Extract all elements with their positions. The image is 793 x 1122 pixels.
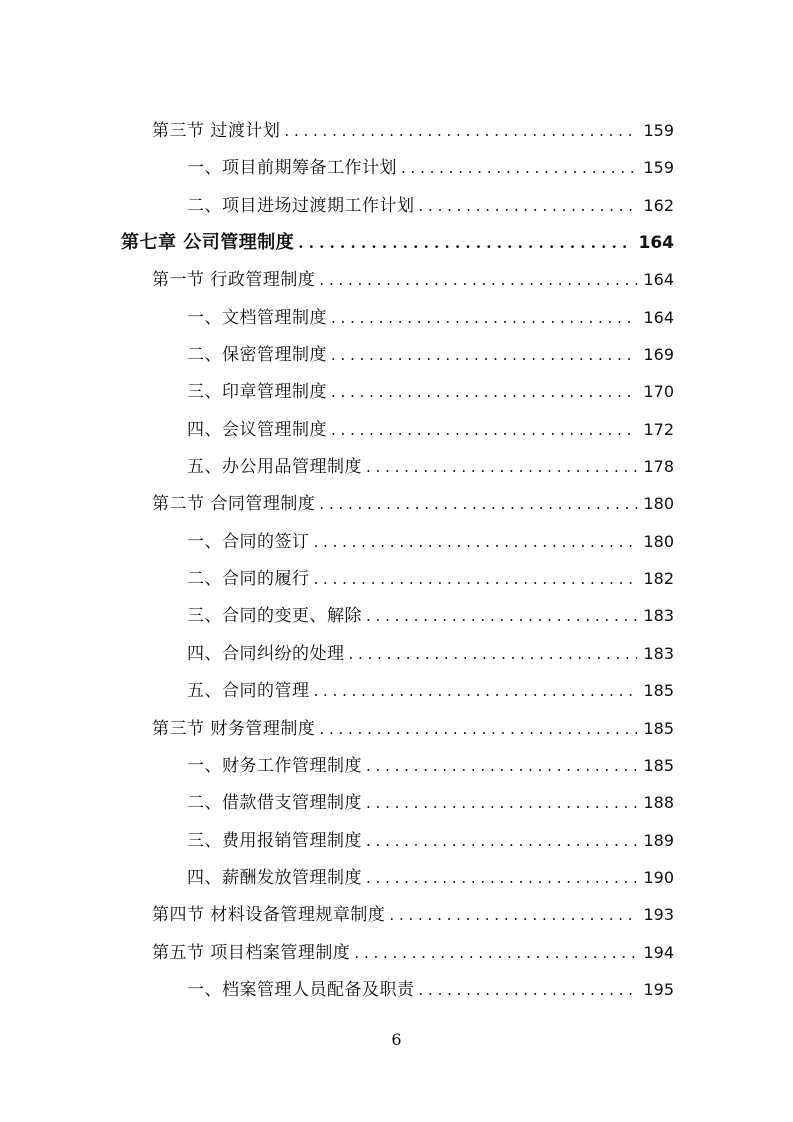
- toc-entry-label: 二、项目进场过渡期工作计划: [187, 195, 415, 216]
- toc-entry-page: 188: [643, 793, 674, 813]
- toc-leader-dots: [366, 785, 637, 822]
- toc-entry[interactable]: [0, 299, 793, 336]
- toc-entry-label: 第七章 公司管理制度: [121, 232, 295, 254]
- toc-entry-label: 五、办公用品管理制度: [187, 457, 362, 478]
- toc-entry-page: 185: [643, 718, 674, 738]
- toc-entry[interactable]: [0, 597, 793, 634]
- toc-entry[interactable]: [0, 784, 793, 821]
- page-number: 6: [391, 1030, 402, 1049]
- toc-entry-page: 180: [643, 494, 674, 514]
- toc-entry-label: 第三节 财务管理制度: [152, 718, 316, 739]
- toc-leader-dots: [319, 486, 637, 523]
- toc-entry-label: 二、合同的履行: [187, 569, 310, 590]
- toc-entry-label: 二、借款借支管理制度: [187, 793, 362, 814]
- toc-entry[interactable]: [0, 149, 793, 186]
- toc-entry-label: 三、印章管理制度: [187, 382, 327, 403]
- toc-entry-page: 190: [643, 867, 674, 887]
- table-of-contents: [0, 112, 793, 1008]
- toc-entry-label: 一、项目前期筹备工作计划: [187, 158, 397, 179]
- toc-entry-page: 180: [643, 531, 674, 551]
- toc-entry-label: 三、合同的变更、解除: [187, 606, 362, 627]
- toc-leader-dots: [419, 188, 638, 225]
- toc-entry-page: 164: [638, 233, 674, 254]
- toc-entry[interactable]: [0, 112, 793, 149]
- toc-entry-label: 四、合同纠纷的处理: [187, 643, 345, 664]
- toc-entry[interactable]: [0, 373, 793, 410]
- toc-entry[interactable]: [0, 710, 793, 747]
- toc-entry-page: 178: [643, 457, 674, 477]
- toc-entry[interactable]: [0, 411, 793, 448]
- toc-entry[interactable]: [0, 672, 793, 709]
- toc-leader-dots: [314, 524, 638, 561]
- toc-entry-page: 189: [643, 830, 674, 850]
- toc-entry-label: 第三节 过渡计划: [152, 121, 281, 141]
- toc-entry-page: 164: [643, 307, 674, 327]
- toc-leader-dots: [366, 449, 637, 486]
- toc-entry-page: 159: [643, 158, 674, 178]
- toc-leader-dots: [319, 262, 637, 299]
- toc-leader-dots: [314, 673, 638, 710]
- toc-entry[interactable]: [0, 485, 793, 522]
- toc-entry[interactable]: [0, 336, 793, 373]
- toc-entry-label: 五、合同的管理: [187, 681, 310, 702]
- toc-entry-page: 183: [643, 606, 674, 626]
- toc-entry[interactable]: [0, 448, 793, 485]
- toc-leader-dots: [331, 374, 637, 411]
- toc-entry[interactable]: [0, 971, 793, 1008]
- toc-entry-label: 第二节 合同管理制度: [152, 494, 316, 515]
- toc-entry-page: 169: [643, 345, 674, 365]
- toc-leader-dots: [366, 823, 637, 860]
- toc-leader-dots: [366, 860, 637, 897]
- toc-entry-label: 第一节 行政管理制度: [152, 270, 316, 291]
- toc-entry[interactable]: [0, 822, 793, 859]
- toc-entry-label: 一、档案管理人员配备及职责: [187, 979, 415, 1000]
- toc-entry-label: 一、财务工作管理制度: [187, 755, 362, 776]
- toc-leader-dots: [298, 225, 632, 262]
- toc-leader-dots: [349, 636, 638, 673]
- toc-entry[interactable]: [0, 896, 793, 933]
- toc-leader-dots: [314, 561, 638, 598]
- toc-chapter-entry[interactable]: [0, 224, 793, 261]
- toc-leader-dots: [401, 150, 637, 187]
- toc-entry-label: 四、薪酬发放管理制度: [187, 867, 362, 888]
- toc-leader-dots: [366, 598, 637, 635]
- toc-leader-dots: [331, 300, 637, 337]
- toc-leader-dots: [331, 337, 637, 374]
- toc-entry[interactable]: [0, 187, 793, 224]
- toc-entry-label: 第五节 项目档案管理制度: [152, 942, 351, 963]
- toc-leader-dots: [319, 711, 637, 748]
- toc-entry-page: 195: [643, 979, 674, 999]
- toc-entry[interactable]: [0, 859, 793, 896]
- toc-entry-page: 159: [643, 121, 674, 140]
- toc-entry[interactable]: [0, 261, 793, 298]
- toc-entry-page: 172: [643, 419, 674, 439]
- toc-entry-page: 170: [643, 382, 674, 402]
- toc-entry[interactable]: [0, 560, 793, 597]
- toc-entry-page: 185: [643, 681, 674, 701]
- toc-entry-label: 四、会议管理制度: [187, 419, 327, 440]
- toc-leader-dots: [331, 412, 637, 449]
- toc-entry-label: 二、保密管理制度: [187, 345, 327, 366]
- toc-entry[interactable]: [0, 747, 793, 784]
- toc-leader-dots: [284, 113, 637, 150]
- toc-entry-page: 194: [643, 942, 674, 962]
- toc-entry[interactable]: [0, 635, 793, 672]
- toc-leader-dots: [419, 972, 638, 1009]
- toc-entry-page: 185: [643, 755, 674, 775]
- toc-entry[interactable]: [0, 934, 793, 971]
- toc-leader-dots: [366, 748, 637, 785]
- toc-entry-label: 一、合同的签订: [187, 531, 310, 552]
- toc-entry-page: 193: [643, 905, 674, 925]
- toc-entry-label: 第四节 材料设备管理规章制度: [152, 905, 386, 926]
- toc-entry-label: 三、费用报销管理制度: [187, 830, 362, 851]
- toc-entry-page: 162: [643, 195, 674, 215]
- toc-entry-page: 164: [643, 270, 674, 290]
- toc-entry-page: 182: [643, 569, 674, 589]
- toc-leader-dots: [389, 897, 637, 934]
- toc-entry-label: 一、文档管理制度: [187, 307, 327, 328]
- toc-entry[interactable]: [0, 523, 793, 560]
- toc-leader-dots: [354, 935, 637, 972]
- toc-entry-page: 183: [643, 643, 674, 663]
